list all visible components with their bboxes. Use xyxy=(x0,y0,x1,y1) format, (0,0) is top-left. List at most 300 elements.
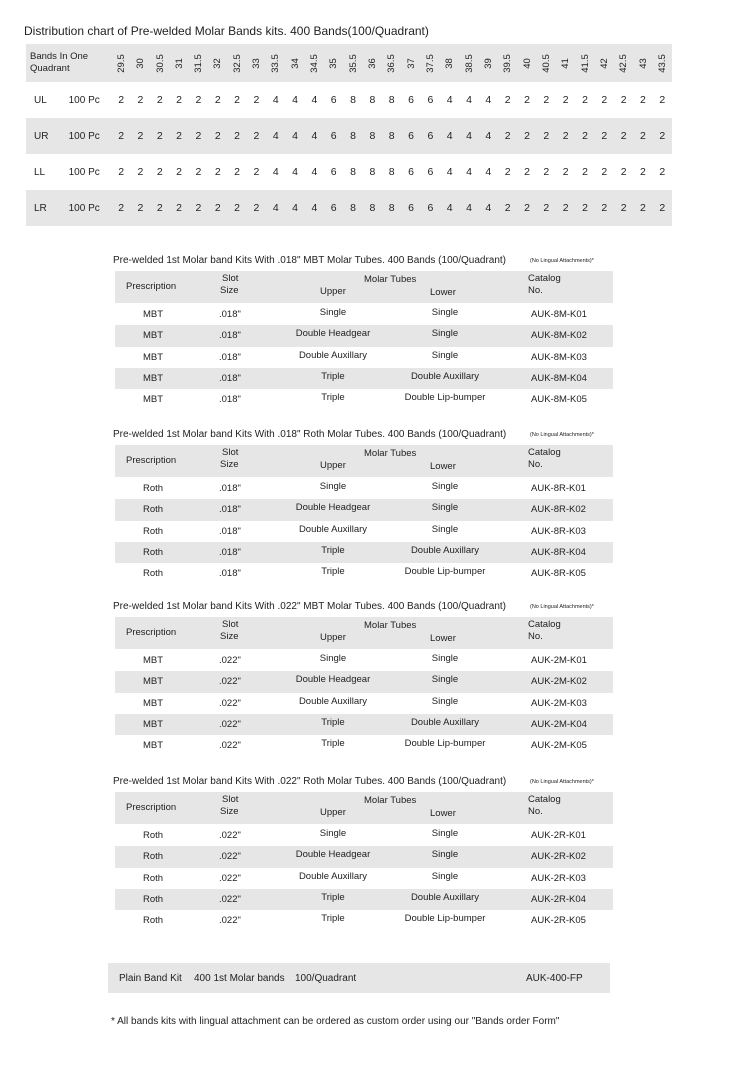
slot-header: Slot xyxy=(222,619,239,630)
band-count-cell: 2 xyxy=(601,166,608,178)
band-count-cell: 2 xyxy=(156,202,163,214)
size-header-24 xyxy=(575,44,594,82)
size-label: 29.5 xyxy=(115,53,127,73)
lower-header: Lower xyxy=(430,287,456,298)
lower-header: Lower xyxy=(430,808,456,819)
band-count-cell: 2 xyxy=(640,94,646,106)
band-count-cell: 2 xyxy=(543,202,550,214)
plain-kit-description: 400 1st Molar bands xyxy=(194,973,285,984)
catalog-number-cell: AUK-2R-K01 xyxy=(531,830,586,841)
catalog-number-cell: AUK-2M-K05 xyxy=(531,740,587,751)
kit-section xyxy=(113,776,613,936)
quadrant-label: LR xyxy=(34,202,47,214)
catalog-number-cell: AUK-8R-K01 xyxy=(531,483,586,494)
size-header: Size xyxy=(220,285,239,296)
kit-row xyxy=(115,825,613,846)
band-count-cell: 2 xyxy=(234,94,240,106)
band-count-cell: 2 xyxy=(640,202,646,214)
band-count-cell: 2 xyxy=(543,166,550,178)
slot-size-cell: .022" xyxy=(219,873,241,884)
kit-row xyxy=(115,521,613,542)
band-count-cell: 2 xyxy=(137,202,144,214)
prescription-cell: MBT xyxy=(143,330,164,341)
prescription-cell: MBT xyxy=(143,309,164,320)
slot-size-cell: .022" xyxy=(219,915,241,926)
lower-tube-text: Single xyxy=(431,524,459,535)
band-count-cell: 4 xyxy=(311,166,318,178)
size-header: Size xyxy=(220,806,239,817)
band-count-cell: 2 xyxy=(562,166,569,178)
quadrant-row xyxy=(26,118,672,154)
lower-tube-text: Single xyxy=(431,674,459,685)
band-count-cell: 4 xyxy=(272,202,279,214)
size-header-3 xyxy=(169,44,188,82)
band-count-cell: 2 xyxy=(504,130,511,142)
catalog-number-cell: AUK-2M-K03 xyxy=(531,698,587,709)
kit-section xyxy=(113,255,613,415)
size-header-17 xyxy=(440,44,459,82)
slot-size-cell: .018" xyxy=(219,394,241,405)
catalog-no-header: No. xyxy=(528,631,543,642)
size-label: 35.5 xyxy=(347,53,359,73)
band-count-cell: 2 xyxy=(543,94,550,106)
band-count-cell: 4 xyxy=(466,166,472,178)
kit-row xyxy=(115,671,613,693)
kit-row xyxy=(115,846,613,868)
kit-table-body xyxy=(115,304,613,408)
band-count-cell: 4 xyxy=(292,202,298,214)
upper-tube-text: Double Headgear xyxy=(295,849,371,860)
slot-header: Slot xyxy=(222,794,239,805)
size-label: 42.5 xyxy=(618,53,630,73)
molar-tubes-header: Molar Tubes xyxy=(364,274,417,285)
size-header-7 xyxy=(247,44,266,82)
lower-tube-text: Double Lip-bumper xyxy=(404,913,486,924)
kit-table-body xyxy=(115,650,613,754)
slot-header: Slot xyxy=(222,447,239,458)
slot-size-cell: .022" xyxy=(219,655,241,666)
plain-kit-catalog: AUK-400-FP xyxy=(526,973,583,984)
catalog-number-cell: AUK-2M-K01 xyxy=(531,655,587,666)
size-label: 32 xyxy=(212,57,224,69)
bands-label-line1: Bands In One xyxy=(30,51,89,62)
prescription-cell: Roth xyxy=(143,483,164,494)
band-count-cell: 2 xyxy=(524,130,530,142)
size-label: 43 xyxy=(637,57,649,69)
kit-section xyxy=(113,429,613,589)
size-header-20 xyxy=(498,44,517,82)
band-count-cell: 2 xyxy=(620,166,627,178)
kit-row xyxy=(115,868,613,889)
band-count-cell: 8 xyxy=(350,202,356,214)
plain-kit-name: Plain Band Kit xyxy=(119,973,182,984)
size-header-2 xyxy=(150,44,169,82)
catalog-header: Catalog xyxy=(528,794,561,805)
upper-tube-text: Double Headgear xyxy=(295,674,371,685)
band-count-cell: 2 xyxy=(504,166,511,178)
band-count-cell: 4 xyxy=(272,94,279,106)
size-header-12 xyxy=(343,44,362,82)
band-count-cell: 6 xyxy=(427,166,434,178)
size-label: 40.5 xyxy=(540,53,552,73)
size-label: 33.5 xyxy=(270,53,282,73)
kit-table-body xyxy=(115,825,613,929)
size-header-8 xyxy=(266,44,285,82)
band-count-cell: 2 xyxy=(234,166,240,178)
prescription-cell: Roth xyxy=(143,526,164,537)
band-count-cell: 2 xyxy=(118,202,125,214)
upper-tube-text: Double Auxillary xyxy=(298,696,368,707)
band-count-cell: 2 xyxy=(156,94,163,106)
catalog-no-header: No. xyxy=(528,459,543,470)
band-count-cell: 2 xyxy=(195,130,202,142)
band-count-cell: 2 xyxy=(176,94,183,106)
band-count-cell: 8 xyxy=(369,202,376,214)
size-label: 42 xyxy=(598,57,610,69)
lower-tube-text: Single xyxy=(431,350,459,361)
catalog-number-cell: AUK-8M-K01 xyxy=(531,309,587,320)
upper-tube-text: Double Auxillary xyxy=(298,524,368,535)
upper-tube-text: Double Headgear xyxy=(295,502,371,513)
band-count-cell: 4 xyxy=(485,130,492,142)
section-title: Pre-welded 1st Molar band Kits With .018" Roth Molar Tubes. 400 Bands (100/Quadrant) xyxy=(113,429,507,440)
band-count-cell: 4 xyxy=(292,94,298,106)
lower-tube-text: Double Lip-bumper xyxy=(404,738,486,749)
band-count-cell: 2 xyxy=(234,130,240,142)
kit-row xyxy=(115,478,613,499)
lower-tube-text: Single xyxy=(431,871,459,882)
band-count-cell: 6 xyxy=(427,130,434,142)
band-count-cell: 6 xyxy=(408,94,414,106)
catalog-number-cell: AUK-2R-K02 xyxy=(531,851,586,862)
size-header-5 xyxy=(208,44,227,82)
kit-table-header xyxy=(115,445,613,477)
upper-tube-text: Triple xyxy=(321,892,345,903)
band-count-cell: 2 xyxy=(659,94,666,106)
quadrant-row xyxy=(26,154,672,190)
size-header-18 xyxy=(459,44,478,82)
section-note: (No Lingual Attachments)* xyxy=(530,432,594,438)
kit-row xyxy=(115,910,613,929)
size-label: 43.5 xyxy=(656,53,668,73)
band-count-cell: 2 xyxy=(562,94,569,106)
prescription-cell: MBT xyxy=(143,740,164,751)
prescription-cell: MBT xyxy=(143,698,164,709)
size-header-11 xyxy=(324,44,343,82)
prescription-cell: Roth xyxy=(143,568,164,579)
size-label: 30 xyxy=(134,57,146,69)
band-count-cell: 2 xyxy=(659,202,666,214)
band-count-cell: 2 xyxy=(659,166,666,178)
kit-section xyxy=(113,601,613,761)
slot-size-cell: .022" xyxy=(219,830,241,841)
kit-row xyxy=(115,693,613,714)
size-label: 41.5 xyxy=(579,53,591,73)
slot-size-cell: .022" xyxy=(219,719,241,730)
section-title: Pre-welded 1st Molar band Kits With .022" Roth Molar Tubes. 400 Bands (100/Quadrant) xyxy=(113,776,507,787)
section-note: (No Lingual Attachments)* xyxy=(530,779,594,785)
lower-tube-text: Single xyxy=(431,307,459,318)
plain-band-kit-row xyxy=(108,963,610,993)
plain-kit-quantity: 100/Quadrant xyxy=(295,973,357,984)
band-count-cell: 2 xyxy=(176,130,183,142)
band-count-cell: 8 xyxy=(350,130,356,142)
band-count-cell: 8 xyxy=(369,166,376,178)
band-count-cell: 2 xyxy=(156,130,163,142)
band-count-cell: 8 xyxy=(388,130,395,142)
distribution-body xyxy=(26,82,672,226)
upper-tube-text: Single xyxy=(319,481,347,492)
upper-header: Upper xyxy=(320,632,346,643)
size-header-28 xyxy=(653,44,672,82)
prescription-cell: Roth xyxy=(143,915,164,926)
quadrant-pieces: 100 Pc xyxy=(68,130,100,142)
slot-size-cell: .018" xyxy=(219,309,241,320)
slot-size-cell: .018" xyxy=(219,483,241,494)
size-header-25 xyxy=(595,44,614,82)
size-label: 40 xyxy=(521,57,533,69)
band-count-cell: 2 xyxy=(504,202,511,214)
lower-tube-text: Single xyxy=(431,653,459,664)
lower-tube-text: Single xyxy=(431,328,459,339)
catalog-number-cell: AUK-8R-K04 xyxy=(531,547,586,558)
distribution-header-row xyxy=(26,44,672,82)
size-header-10 xyxy=(305,44,324,82)
quadrant-row xyxy=(26,190,672,226)
catalog-number-cell: AUK-2R-K04 xyxy=(531,894,586,905)
lower-tube-text: Single xyxy=(431,696,459,707)
band-count-cell: 8 xyxy=(369,130,376,142)
kit-table-body xyxy=(115,478,613,582)
prescription-cell: Roth xyxy=(143,894,164,905)
lower-tube-text: Double Lip-bumper xyxy=(404,566,486,577)
band-count-cell: 2 xyxy=(543,130,550,142)
catalog-number-cell: AUK-8M-K05 xyxy=(531,394,587,405)
upper-header: Upper xyxy=(320,460,346,471)
catalog-number-cell: AUK-8M-K02 xyxy=(531,330,587,341)
kit-row xyxy=(115,889,613,910)
molar-tubes-header: Molar Tubes xyxy=(364,448,417,459)
upper-tube-text: Triple xyxy=(321,738,345,749)
size-header-23 xyxy=(556,44,575,82)
band-count-cell: 2 xyxy=(118,94,125,106)
kit-table-header xyxy=(115,271,613,303)
prescription-cell: Roth xyxy=(143,873,164,884)
band-count-cell: 2 xyxy=(562,130,569,142)
upper-header: Upper xyxy=(320,286,346,297)
size-header-15 xyxy=(401,44,420,82)
lower-tube-text: Double Auxillary xyxy=(410,892,480,903)
lower-tube-text: Double Auxillary xyxy=(410,371,480,382)
bands-label-line2: Quadrant xyxy=(30,63,70,74)
size-header-27 xyxy=(633,44,652,82)
lower-tube-text: Double Auxillary xyxy=(410,717,480,728)
quadrant-label: LL xyxy=(34,166,46,178)
band-count-cell: 4 xyxy=(485,94,492,106)
size-header-14 xyxy=(382,44,401,82)
band-count-cell: 6 xyxy=(330,202,337,214)
page-title: Distribution chart of Pre-welded Molar Bands kits. 400 Bands(100/Quadrant) xyxy=(24,24,429,38)
band-count-cell: 8 xyxy=(388,166,395,178)
band-count-cell: 2 xyxy=(137,130,144,142)
kit-row xyxy=(115,389,613,408)
band-count-cell: 6 xyxy=(408,202,414,214)
upper-tube-text: Double Headgear xyxy=(295,328,371,339)
band-count-cell: 2 xyxy=(195,94,202,106)
band-count-cell: 6 xyxy=(427,202,434,214)
band-count-cell: 2 xyxy=(137,166,144,178)
quadrant-label: UL xyxy=(34,94,47,106)
band-count-cell: 4 xyxy=(292,130,298,142)
size-label: 41 xyxy=(560,57,572,69)
band-count-cell: 6 xyxy=(330,130,337,142)
prescription-cell: Roth xyxy=(143,547,164,558)
prescription-header: Prescription xyxy=(126,802,177,813)
kit-row xyxy=(115,650,613,671)
catalog-header: Catalog xyxy=(528,619,561,630)
size-label: 33 xyxy=(250,57,262,69)
quadrant-label: UR xyxy=(34,130,49,142)
quadrant-pieces: 100 Pc xyxy=(68,166,100,178)
kit-row xyxy=(115,368,613,389)
band-count-cell: 6 xyxy=(408,166,414,178)
band-count-cell: 2 xyxy=(253,166,260,178)
band-count-cell: 4 xyxy=(446,94,453,106)
size-label: 31 xyxy=(173,57,185,69)
prescription-cell: MBT xyxy=(143,719,164,730)
band-count-cell: 2 xyxy=(582,166,588,178)
upper-tube-text: Double Auxillary xyxy=(298,871,368,882)
lower-tube-text: Double Lip-bumper xyxy=(404,392,486,403)
size-header: Size xyxy=(220,459,239,470)
slot-size-cell: .018" xyxy=(219,352,241,363)
band-count-cell: 8 xyxy=(350,94,356,106)
band-count-cell: 6 xyxy=(427,94,434,106)
upper-tube-text: Triple xyxy=(321,371,345,382)
footnote: * All bands kits with lingual attachment can be ordered as custom order using our "Bands order Form" xyxy=(111,1016,560,1027)
band-count-cell: 2 xyxy=(253,202,260,214)
upper-tube-text: Triple xyxy=(321,913,345,924)
lower-header: Lower xyxy=(430,461,456,472)
catalog-number-cell: AUK-2R-K05 xyxy=(531,915,586,926)
size-header: Size xyxy=(220,631,239,642)
band-count-cell: 2 xyxy=(582,130,588,142)
size-header-22 xyxy=(537,44,556,82)
band-count-cell: 2 xyxy=(640,130,646,142)
bands-per-quadrant-label xyxy=(26,44,111,82)
band-count-cell: 2 xyxy=(620,94,627,106)
band-count-cell: 4 xyxy=(466,94,472,106)
kit-row xyxy=(115,735,613,754)
size-label: 35 xyxy=(328,57,340,69)
kit-row xyxy=(115,714,613,735)
kit-row xyxy=(115,347,613,368)
quadrant-pieces: 100 Pc xyxy=(68,202,100,214)
band-count-cell: 6 xyxy=(408,130,414,142)
size-label: 37 xyxy=(405,57,417,69)
size-label: 37.5 xyxy=(424,53,436,73)
size-label: 38 xyxy=(444,57,456,69)
catalog-no-header: No. xyxy=(528,285,543,296)
section-note: (No Lingual Attachments)* xyxy=(530,258,594,264)
size-label: 38.5 xyxy=(463,53,475,73)
size-header-4 xyxy=(189,44,208,82)
band-count-cell: 2 xyxy=(582,94,588,106)
band-count-cell: 2 xyxy=(253,130,260,142)
size-label: 34.5 xyxy=(308,53,320,73)
band-count-cell: 6 xyxy=(330,166,337,178)
prescription-cell: Roth xyxy=(143,851,164,862)
band-count-cell: 2 xyxy=(156,166,163,178)
band-count-cell: 6 xyxy=(330,94,337,106)
size-label: 34 xyxy=(289,57,301,69)
prescription-cell: Roth xyxy=(143,830,164,841)
slot-size-cell: .018" xyxy=(219,504,241,515)
band-count-cell: 8 xyxy=(369,94,376,106)
size-header-9 xyxy=(285,44,304,82)
quadrant-pieces: 100 Pc xyxy=(68,94,100,106)
band-count-cell: 2 xyxy=(524,166,530,178)
catalog-number-cell: AUK-8M-K04 xyxy=(531,373,587,384)
band-count-cell: 2 xyxy=(253,94,260,106)
slot-size-cell: .022" xyxy=(219,698,241,709)
catalog-number-cell: AUK-2M-K02 xyxy=(531,676,587,687)
band-count-cell: 2 xyxy=(118,166,125,178)
slot-size-cell: .018" xyxy=(219,526,241,537)
band-count-cell: 2 xyxy=(214,166,221,178)
band-count-cell: 2 xyxy=(620,130,627,142)
upper-tube-text: Triple xyxy=(321,545,345,556)
size-label: 39 xyxy=(482,57,494,69)
band-count-cell: 2 xyxy=(234,202,240,214)
catalog-number-cell: AUK-8R-K03 xyxy=(531,526,586,537)
band-count-cell: 2 xyxy=(524,94,530,106)
band-count-cell: 2 xyxy=(601,94,608,106)
band-count-cell: 2 xyxy=(214,130,221,142)
band-count-cell: 4 xyxy=(272,166,279,178)
prescription-header: Prescription xyxy=(126,281,177,292)
size-header-19 xyxy=(479,44,498,82)
catalog-number-cell: AUK-8M-K03 xyxy=(531,352,587,363)
size-header-6 xyxy=(227,44,246,82)
upper-tube-text: Single xyxy=(319,828,347,839)
size-label: 36.5 xyxy=(386,53,398,73)
band-count-cell: 2 xyxy=(214,202,221,214)
band-count-cell: 2 xyxy=(659,130,666,142)
slot-size-cell: .018" xyxy=(219,373,241,384)
upper-tube-text: Double Auxillary xyxy=(298,350,368,361)
band-count-cell: 8 xyxy=(388,202,395,214)
catalog-header: Catalog xyxy=(528,273,561,284)
size-header-1 xyxy=(131,44,150,82)
band-count-cell: 4 xyxy=(485,202,492,214)
catalog-number-cell: AUK-2R-K03 xyxy=(531,873,586,884)
size-header-16 xyxy=(421,44,440,82)
band-count-cell: 4 xyxy=(446,130,453,142)
size-header-21 xyxy=(517,44,536,82)
prescription-cell: MBT xyxy=(143,394,164,405)
band-count-cell: 2 xyxy=(524,202,530,214)
slot-header: Slot xyxy=(222,273,239,284)
kit-row xyxy=(115,563,613,582)
band-count-cell: 2 xyxy=(562,202,569,214)
size-header-26 xyxy=(614,44,633,82)
slot-size-cell: .022" xyxy=(219,851,241,862)
distribution-table xyxy=(26,44,672,226)
slot-size-cell: .022" xyxy=(219,676,241,687)
section-title: Pre-welded 1st Molar band Kits With .022" MBT Molar Tubes. 400 Bands (100/Quadrant) xyxy=(113,601,507,612)
band-count-cell: 4 xyxy=(466,130,472,142)
